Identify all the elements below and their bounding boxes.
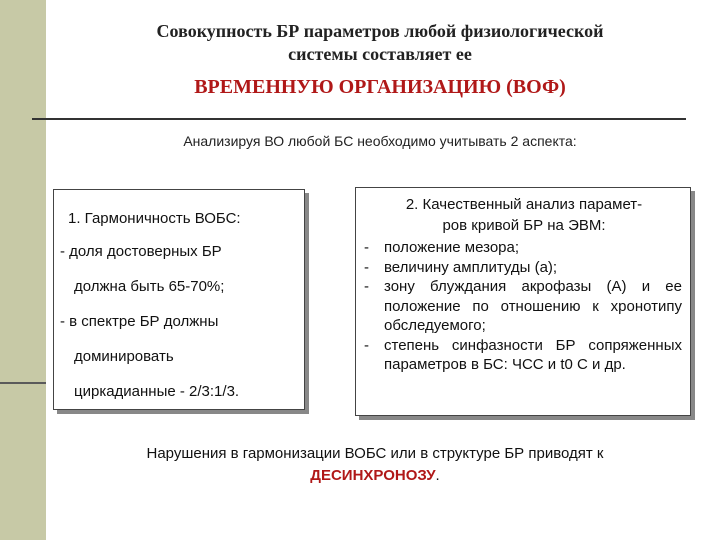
list-item <box>362 238 682 258</box>
aspect-box-line: - в спектре БР должны <box>60 313 219 330</box>
left-decor-bar <box>0 0 46 540</box>
conclusion-accent: ДЕСИНХРОНОЗУ <box>310 467 436 484</box>
list-item-text: величину амплитуды (а); <box>384 258 558 276</box>
conclusion <box>70 443 680 487</box>
aspect-box-harmony <box>53 189 305 410</box>
heading-line: 2. Качественный анализ парамет- <box>405 196 643 213</box>
dash-marker: - <box>364 239 369 256</box>
title-line-1: Совокупность БР параметров любой физиологической <box>156 21 604 41</box>
conclusion-line: Нарушения в гармонизации ВОБС или в структуре БР приводят к <box>146 445 604 462</box>
title-line-2: системы составляет ее <box>288 44 472 64</box>
title-divider <box>32 118 686 120</box>
list-item <box>362 258 682 278</box>
dash-marker: - <box>364 258 369 276</box>
conclusion-suffix: . <box>435 467 440 484</box>
list-item <box>362 277 682 336</box>
left-decor-divider <box>0 382 46 384</box>
dash-marker: - <box>364 336 369 354</box>
aspect-box-line: доминировать <box>74 348 174 365</box>
conclusion-line-2 <box>70 465 680 487</box>
aspect-box-line: - доля достоверных БР <box>60 243 222 260</box>
aspect-box-line: должна быть 65-70%; <box>74 278 225 295</box>
dash-marker: - <box>364 278 369 295</box>
list-item-text: степень синфазности БР сопряженных параметров в БС: ЧСС и t0 С и др. <box>384 336 682 373</box>
aspect-box-line: циркадианные - 2/3:1/3. <box>74 383 240 400</box>
subtitle: Анализируя ВО любой БС необходимо учитывать 2 аспекта: <box>183 133 577 149</box>
list-item-text: положение мезора; <box>384 239 520 256</box>
list-item <box>362 336 682 375</box>
aspect-box-analysis <box>355 187 691 416</box>
aspect-box-heading <box>364 194 684 236</box>
title-emphasis: ВРЕМЕННУЮ ОРГАНИЗАЦИЮ (ВОФ) <box>194 76 566 98</box>
aspect-box-heading: 1. Гармоничность ВОБС: <box>68 210 241 227</box>
aspect-list <box>362 238 682 375</box>
slide-title <box>60 20 700 66</box>
list-item-text: зону блуждания акрофазы (А) и ее положение по отношению к хронотипу обследуемого; <box>384 278 682 334</box>
heading-line: ров кривой БР на ЭВМ: <box>442 217 606 234</box>
